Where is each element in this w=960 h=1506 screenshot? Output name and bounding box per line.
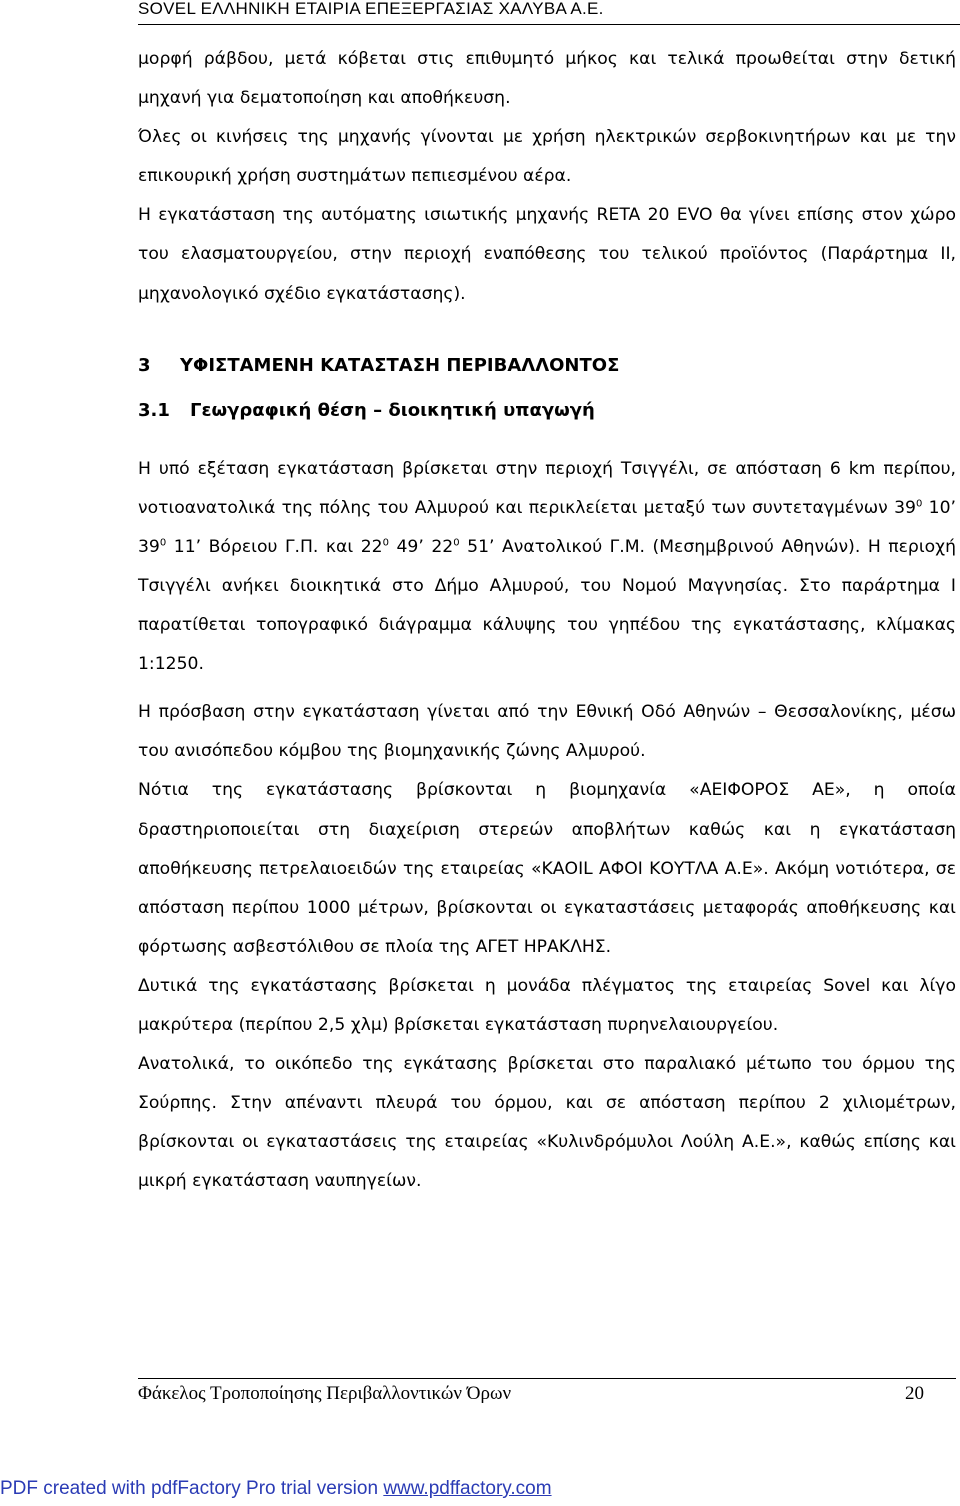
paragraph-south: Νότια της εγκατάστασης βρίσκονται η βιομηχανία «ΑΕΙΦΟΡΟΣ ΑΕ», η οποία δραστηριοποιείται στη διαχείριση στερεών αποβλήτων καθώς και η εγκατάσταση αποθήκευσης πετρελαιοειδών της εταιρείας «ΚΑΟΙL ΑΦΟΙ ΚΟΥΤΛΑ Α.Ε». Ακόμη νοτιότερα, σε απόσταση περίπου 1000 μέτρων, βρίσκονται οι εγκαταστάσεις μεταφοράς αποθήκευσης και φόρτωσης ασβεστόλιθου σε πλοία της ΑΓΕΤ ΗΡΑΚΛΗΣ. [138,780,956,957]
document-body [138,40,956,1201]
paragraph-access: Η πρόσβαση στην εγκατάσταση γίνεται από την Εθνική Οδό Αθηνών – Θεσσαλονίκης, μέσω του ανισόπεδου κόμβου της βιομηχανικής ζώνης Αλμυρού. [138,702,956,762]
subsection-heading [138,392,956,430]
degree-mark: 0 [159,537,167,549]
section-number: 3 [138,354,151,376]
footer-title: Φάκελος Τροποποίησης Περιβαλλοντικών Όρων [138,1383,512,1404]
paragraph: Η εγκατάσταση της αυτόματης ισιωτικής μηχανής RETA 20 EVO θα γίνει επίσης στον χώρο του ελασματουργείου, στην περιοχή εναπόθεσης του τελικού προϊόντος (Παράρτημα ΙΙ, μηχανολογικό σχέδιο εγκατάστασης). [138,205,956,304]
section-title: ΥΦΙΣΤΑΜΕΝΗ ΚΑΤΑΣΤΑΣΗ ΠΕΡΙΒΑΛΛΟΝΤΟΣ [180,354,620,376]
degree-mark: 0 [915,498,923,510]
subsection-title: Γεωγραφική θέση – διοικητική υπαγωγή [190,399,595,421]
footer-rule [138,1378,956,1379]
paragraph-location: Η υπό εξέταση εγκατάσταση βρίσκεται στην περιοχή Τσιγγέλι, σε απόσταση 6 km περίπου, νοτιοανατολικά της πόλης του Αλμυρού και περικλείεται μεταξύ των συντεταγμένων $39^0$ 10’ $39^0$ 11’ Βόρειου Γ.Π. και $22^0$ 49’ $22^0$ 51’ Ανατολικού Γ.Μ. (Μεσημβρινού Αθηνών). Η περιοχή Τσιγγέλι ανήκει διοικητικά στο Δήμο Αλμυρού, του Νομού Μαγνησίας. Στο παράρτημα Ι παρατίθεται τοπογραφικό διάγραμμα κάλυψης του γηπέδου της εγκατάστασης, κλίμακας 1:1250. [138,458,956,675]
degree-mark: 0 [382,537,389,549]
paragraph: Όλες οι κινήσεις της μηχανής γίνονται με χρήση ηλεκτρικών σερβοκινητήρων και με την επικουρική χρήση συστημάτων πεπιεσμένου αέρα. [138,127,956,187]
banner-link[interactable]: www.pdffactory.com [383,1478,552,1499]
header-company: SOVEL ΕΛΛΗΝΙΚΗ ΕΤΑΙΡΙΑ ΕΠΕΞΕΡΓΑΣΙΑΣ ΧΑΛΥΒΑ Α.Ε. [138,0,604,18]
degree-mark: 0 [453,537,460,549]
subsection-number: 3.1 [138,399,170,421]
section-heading [138,340,956,392]
header-rule [138,24,960,25]
banner-text: PDF created with pdfFactory Pro trial version [0,1478,384,1499]
pdf-banner [0,1478,960,1500]
paragraph: μορφή ράβδου, μετά κόβεται στις επιθυμητό μήκος και τελικά προωθείται στην δετική μηχανή για δεματοποίηση και αποθήκευση. [138,49,956,109]
paragraph-east: Ανατολικά, το οικόπεδο της εγκάτασης βρίσκεται στο παραλιακό μέτωπο του όρμου της Σούρπης. Στην απέναντι πλευρά του όρμου, και σε απόσταση περίπου 2 χιλιομέτρων, βρίσκονται οι εγκαταστάσεις της εταιρείας «Κυλινδρόμυλοι Λούλη Α.Ε.», καθώς επίσης και μικρή εγκατάσταση ναυπηγείων. [138,1054,956,1192]
paragraph-west: Δυτικά της εγκατάστασης βρίσκεται η μονάδα πλέγματος της εταιρείας Sovel και λίγο μακρύτερα (περίπου 2,5 χλμ) βρίσκεται εγκατάσταση πυρηνελαιουργείου. [138,975,956,1035]
page-number: 20 [905,1383,924,1404]
